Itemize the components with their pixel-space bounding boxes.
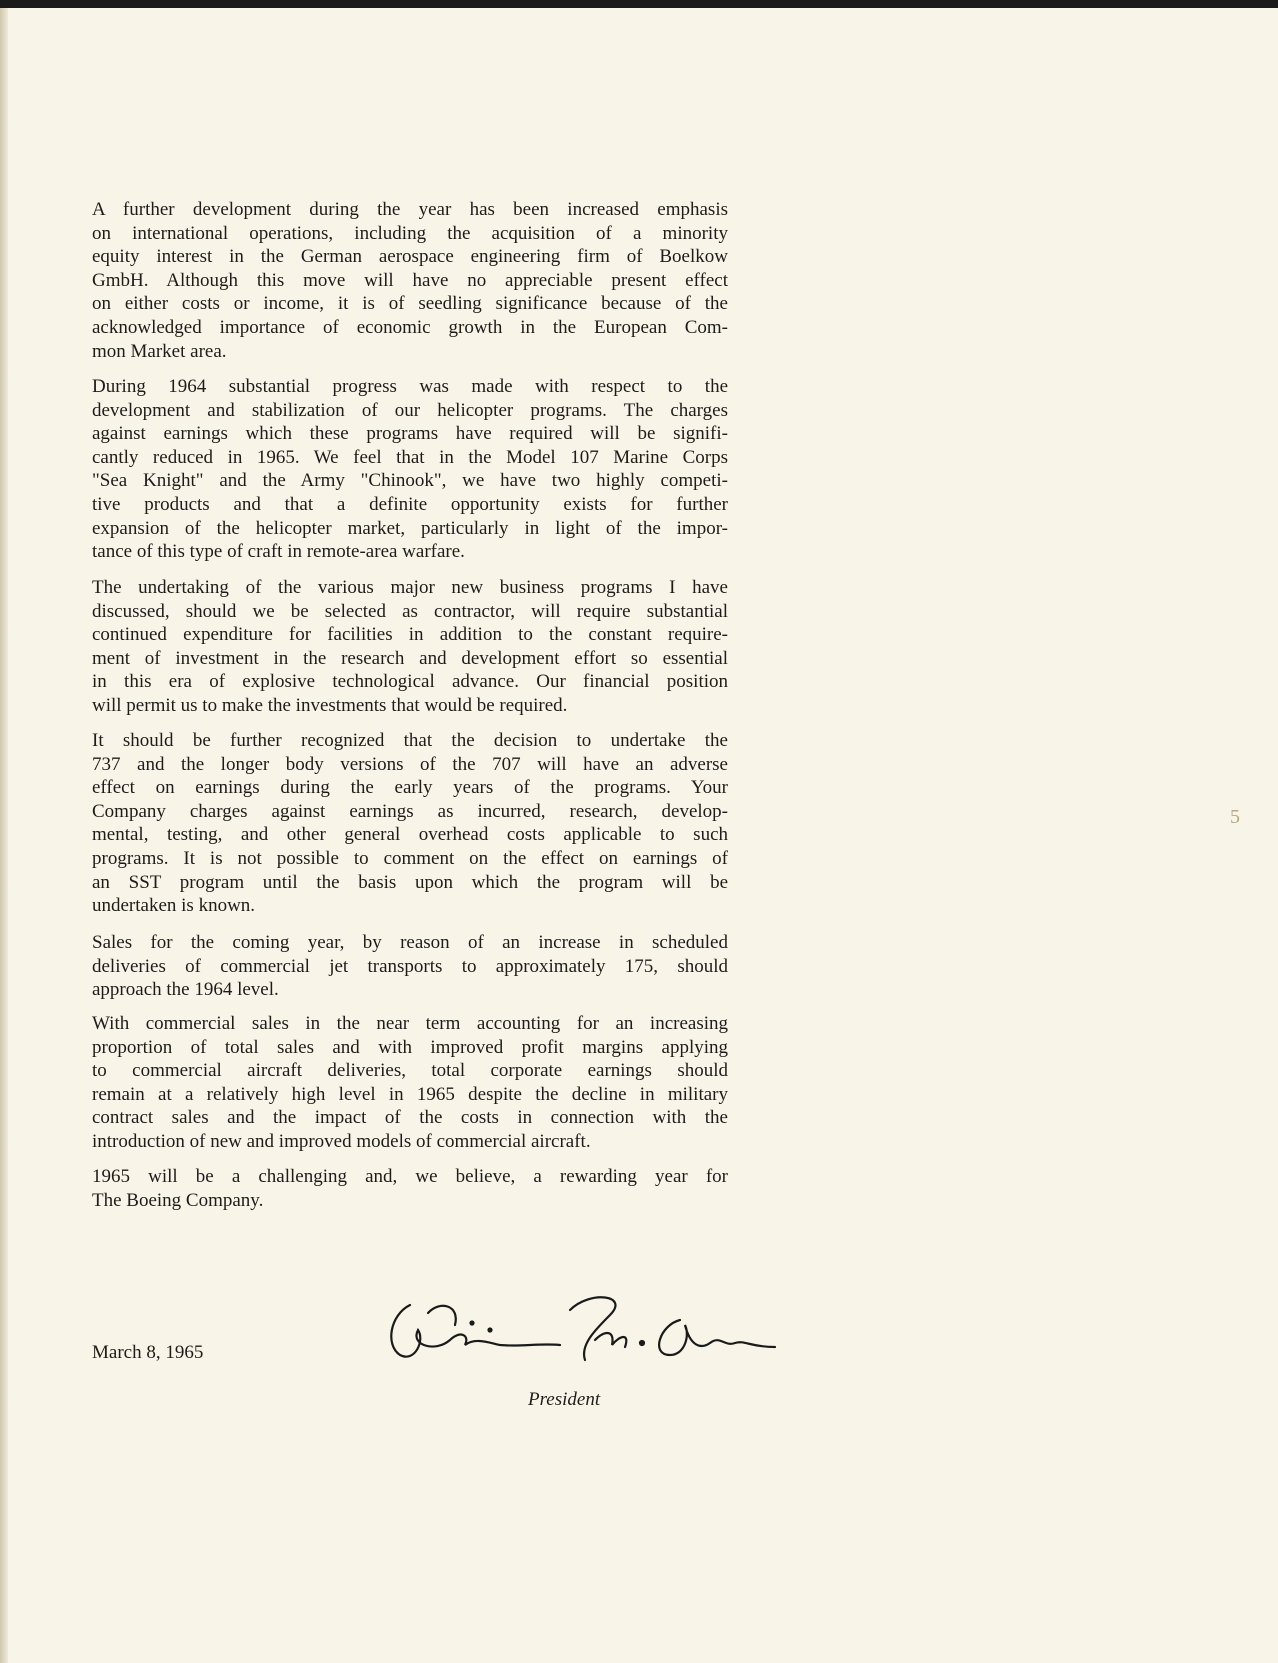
text-line: The undertaking of the various major new business programs I have [92,577,728,598]
text-line: development and stabilization of our helicopter programs. The charges [92,399,728,421]
text-line: programs. It is not possible to comment on the effect on earnings of [92,847,728,869]
scan-top-edge [0,0,1278,8]
text-line: will permit us to make the investments that would be required. [92,694,568,716]
signature [380,1285,790,1380]
text-line: The Boeing Company. [92,1189,264,1211]
text-line: A further development during the year has been increased emphasis [92,199,728,220]
text-line: equity interest in the German aerospace engineering firm of Boelkow [92,246,728,268]
text-line: 1965 will be a challenging and, we believe, a rewarding year for [92,1166,728,1187]
text-line: effect on earnings during the early years of the programs. Your [92,777,728,799]
text-line: With commercial sales in the near term accounting for an increasing [92,1013,728,1034]
text-line: Sales for the coming year, by reason of an increase in scheduled [92,932,728,953]
text-line: tive products and that a definite opportunity exists for further [92,493,728,515]
text-line: in this era of explosive technological advance. Our financial position [92,671,728,693]
text-line: deliveries of commercial jet transports to approximately 175, should [92,955,728,977]
paragraph [92,729,728,918]
text-line: on either costs or income, it is of seedling significance because of the [92,293,728,315]
page-number: 5 [1230,806,1240,828]
text-line: approach the 1964 level. [92,979,279,1001]
text-line: proportion of total sales and with improved profit margins applying [92,1036,728,1058]
text-line: remain at a relatively high level in 1965 despite the decline in military [92,1083,728,1105]
paragraph [92,198,728,363]
text-line: continued expenditure for facilities in addition to the constant require- [92,624,728,646]
signatory-title: President [528,1389,601,1410]
page-spine [0,8,8,1663]
letter-date: March 8, 1965 [92,1342,204,1363]
paragraph [92,931,728,1002]
text-line: GmbH. Although this move will have no appreciable present effect [92,269,728,291]
paragraph [92,1165,728,1212]
text-line: mon Market area. [92,340,227,362]
text-line: against earnings which these programs have required will be signifi- [92,423,728,445]
text-line: mental, testing, and other general overhead costs applicable to such [92,824,728,846]
text-line: tance of this type of craft in remote-area warfare. [92,541,465,563]
text-line: to commercial aircraft deliveries, total corporate earnings should [92,1060,728,1082]
text-line: expansion of the helicopter market, particularly in light of the impor- [92,517,728,539]
text-line: 737 and the longer body versions of the 707 will have an adverse [92,753,728,775]
text-line: on international operations, including the acquisition of a minority [92,222,728,244]
text-line: Company charges against earnings as incurred, research, develop- [92,800,728,822]
text-line: During 1964 substantial progress was made with respect to the [92,376,728,397]
text-line: acknowledged importance of economic growth in the European Com- [92,316,728,338]
text-line: an SST program until the basis upon which the program will be [92,871,728,893]
paragraph [92,375,728,564]
text-line: contract sales and the impact of the costs in connection with the [92,1107,728,1129]
text-line: discussed, should we be selected as contractor, will require substantial [92,600,728,622]
paragraph [92,1012,728,1154]
text-line: cantly reduced in 1965. We feel that in the Model 107 Marine Corps [92,446,728,468]
paragraph [92,576,728,718]
text-line: undertaken is known. [92,895,256,917]
text-line: ment of investment in the research and development effort so essential [92,647,728,669]
text-line: introduction of new and improved models of commercial aircraft. [92,1130,591,1152]
text-line: It should be further recognized that the decision to undertake the [92,730,728,751]
text-line: "Sea Knight" and the Army "Chinook", we have two highly competi- [92,470,728,492]
